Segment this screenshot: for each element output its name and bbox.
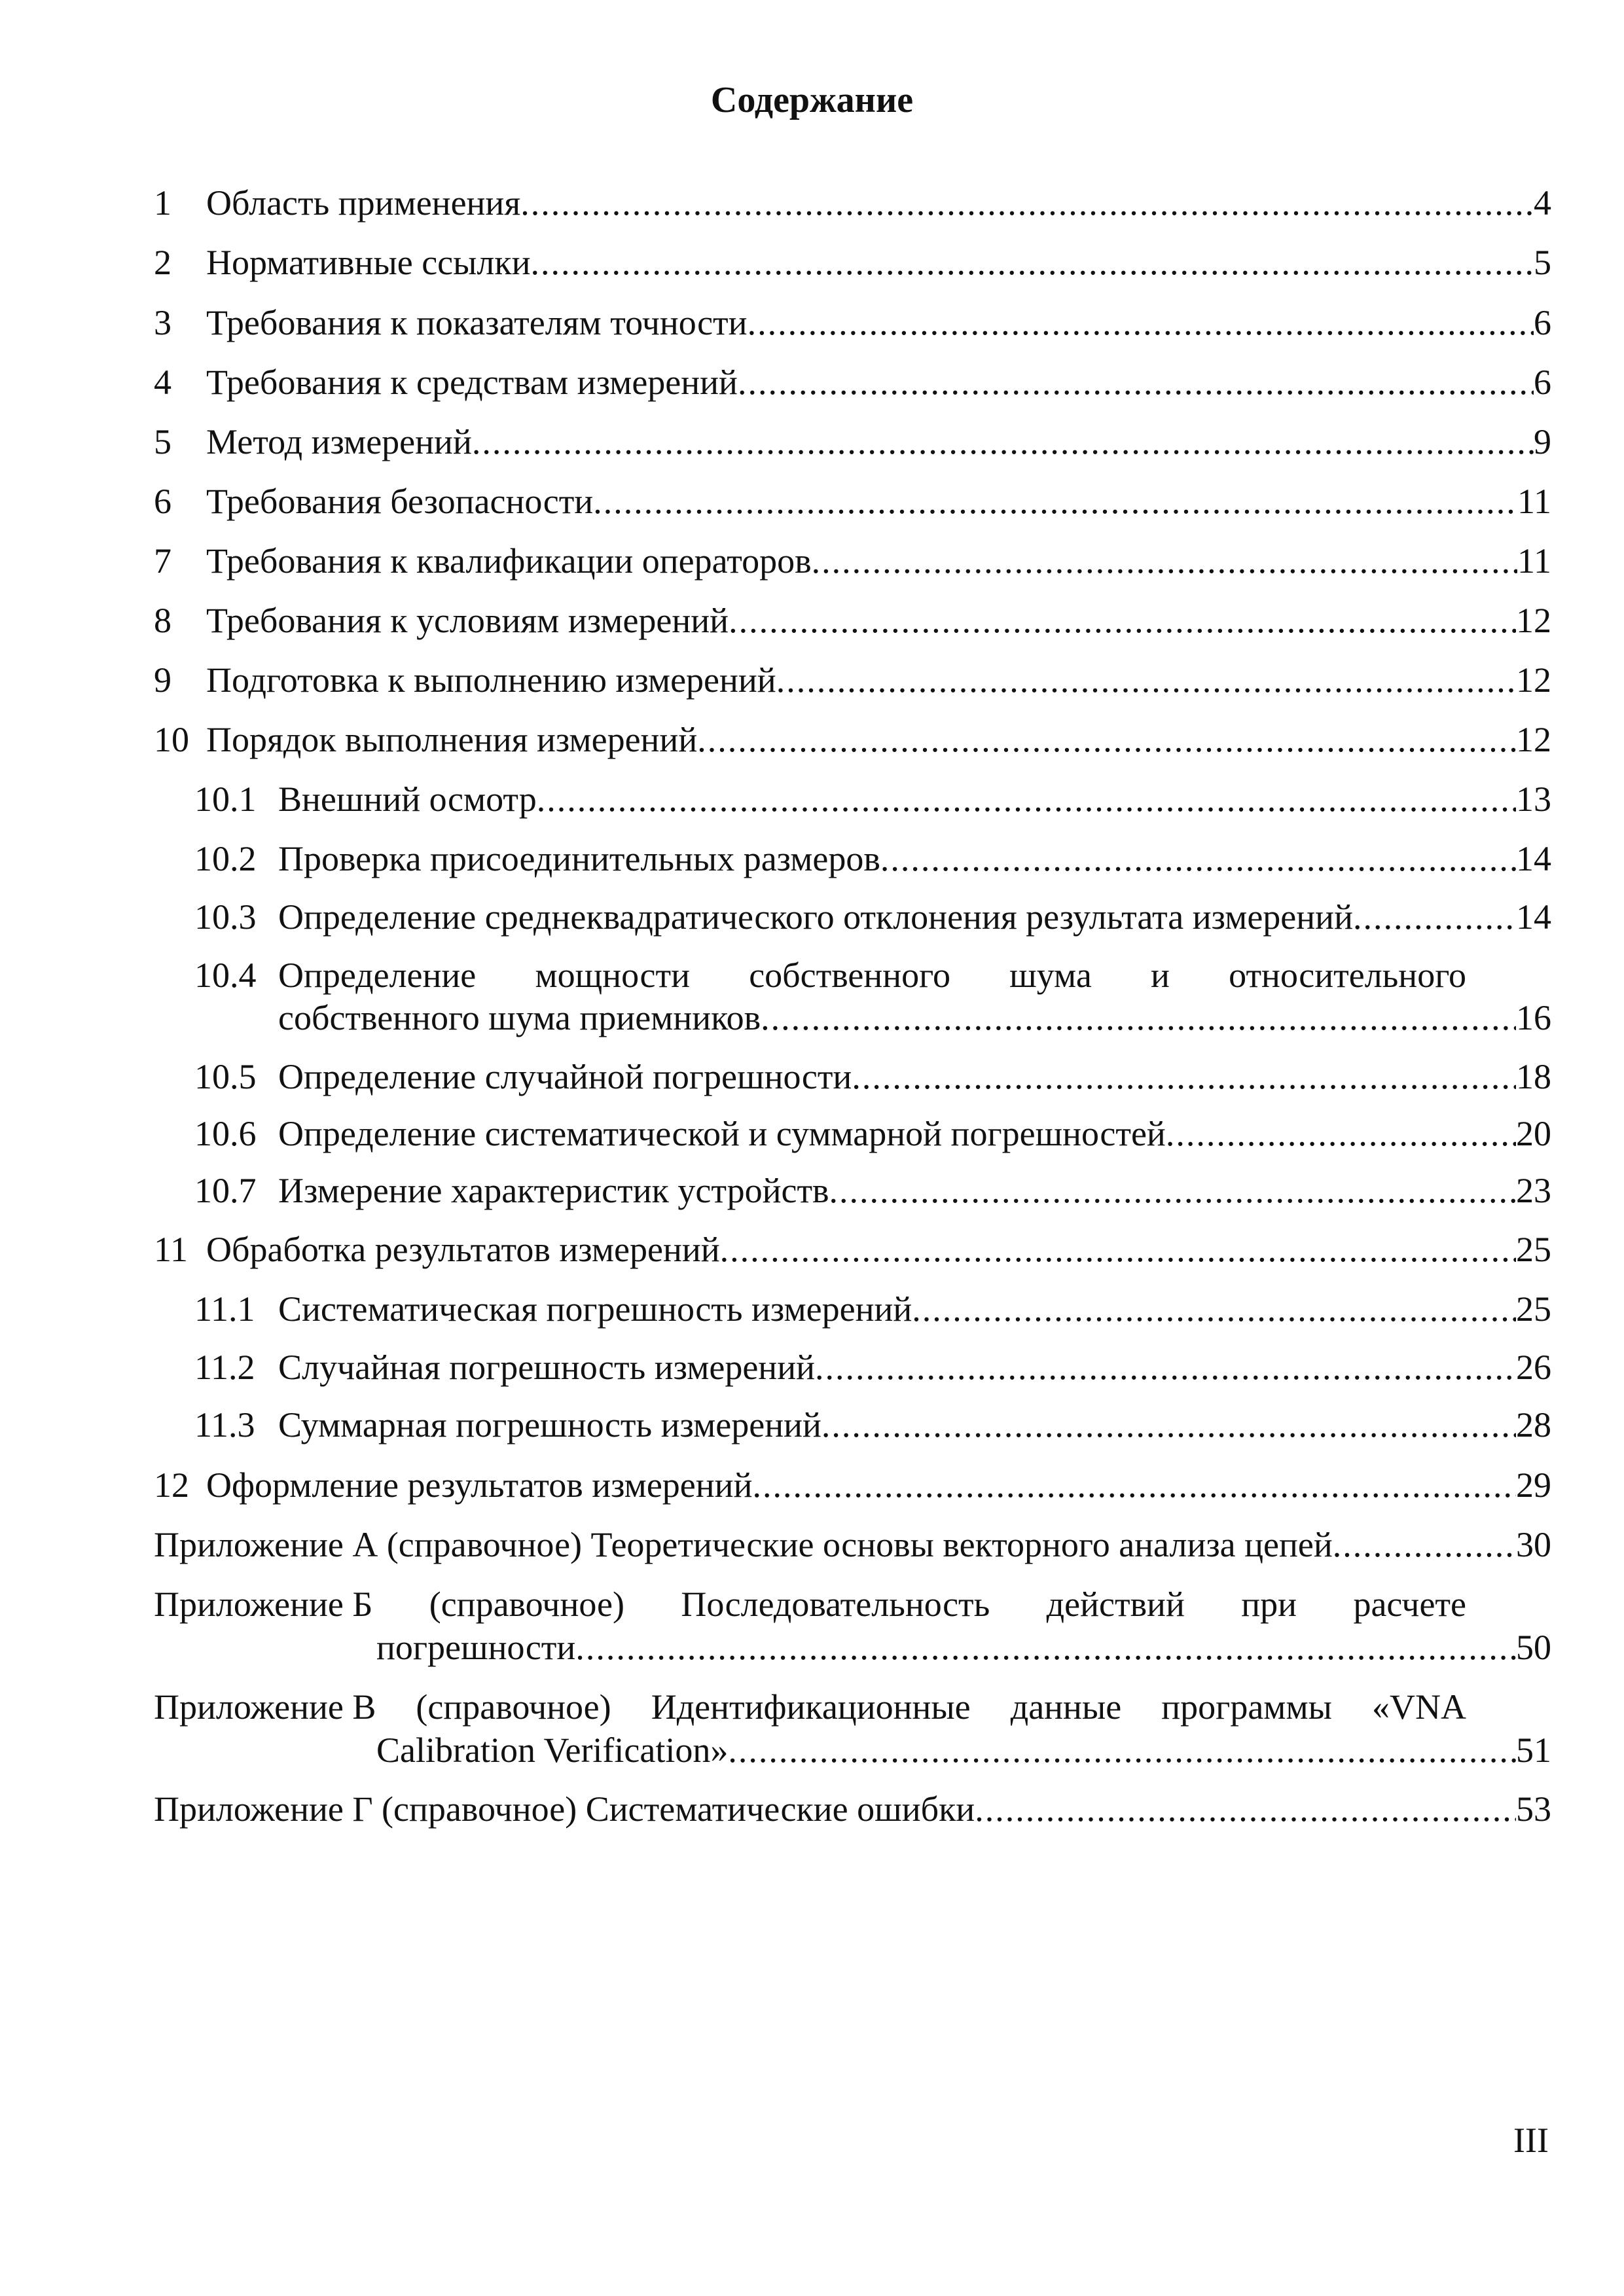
toc-entry-title: Случайная погрешность измерений — [278, 1348, 815, 1387]
toc-entry-title: Проверка присоединительных размеров — [278, 839, 880, 878]
toc-entry-page: 13 — [1516, 780, 1551, 819]
toc-entry-title: Внешний осмотр — [278, 780, 537, 819]
toc-entry-page: 28 — [1516, 1405, 1551, 1444]
toc-entry-number: 11 — [154, 1230, 188, 1269]
toc-entry-page: 16 — [1516, 998, 1551, 1037]
dot-leader — [812, 538, 1517, 584]
toc-entry-number: 12 — [154, 1465, 189, 1505]
toc-entry-page: 29 — [1516, 1465, 1551, 1505]
toc-entry-title: собственного шума приемников — [278, 998, 761, 1037]
dot-leader — [829, 1168, 1516, 1213]
dot-leader — [531, 240, 1534, 285]
dot-leader — [1166, 1111, 1516, 1157]
toc-entry-page: 4 — [1534, 183, 1551, 223]
dot-leader — [821, 1402, 1516, 1448]
toc-entry-page: 11 — [1517, 541, 1551, 581]
toc-entry-title: Требования к средствам измерений — [206, 363, 738, 402]
toc-entry-title-line1: Приложение Б (справочное) Последовательность действий при расчете — [154, 1585, 1466, 1624]
toc-entry-number: 7 — [154, 541, 171, 581]
toc-entry-title: Приложение Г (справочное) Систематические ошибки — [154, 1789, 975, 1829]
toc-entry-title: Требования к условиям измерений — [206, 601, 729, 640]
toc-entry-number: 6 — [154, 482, 171, 521]
dot-leader — [537, 776, 1516, 822]
dot-leader — [738, 359, 1534, 405]
toc-entry-page: 20 — [1516, 1114, 1551, 1153]
toc-entry-page: 12 — [1516, 720, 1551, 759]
toc-entry-title: Определение среднеквадратического отклонения результата измерений — [278, 897, 1353, 937]
toc-entry-page: 14 — [1516, 897, 1551, 937]
toc-entry-title: Требования безопасности — [206, 482, 594, 521]
toc-entry-page: 25 — [1516, 1289, 1551, 1329]
toc-entry-title: Систематическая погрешность измерений — [278, 1289, 912, 1329]
toc-entry-number: 3 — [154, 303, 171, 342]
toc-entry-title: Требования к показателям точности — [206, 303, 748, 342]
toc-entry-page: 30 — [1516, 1525, 1551, 1564]
toc-entry-title: Измерение характеристик устройств — [278, 1171, 829, 1210]
toc-entry-title-line1: Приложение В (справочное) Идентификационные данные программы «VNA — [154, 1687, 1466, 1727]
toc-entry-title: Приложение А (справочное) Теоретические основы векторного анализа цепей — [154, 1525, 1333, 1564]
dot-leader — [729, 598, 1516, 643]
toc-entry-page: 53 — [1516, 1789, 1551, 1829]
dot-leader — [720, 1227, 1516, 1272]
dot-leader — [752, 1462, 1516, 1508]
toc-entry-title: Порядок выполнения измерений — [206, 720, 698, 759]
toc-entry-page: 5 — [1534, 243, 1551, 282]
dot-leader — [776, 657, 1516, 703]
toc-entry-page: 6 — [1534, 303, 1551, 342]
toc-entry-title: Метод измерений — [206, 422, 472, 461]
dot-leader — [880, 836, 1516, 882]
toc-entry-page: 50 — [1516, 1628, 1551, 1667]
toc-entry-page: 51 — [1516, 1731, 1551, 1770]
toc-entry-number: 8 — [154, 601, 171, 640]
toc-entry-title: Требования к квалификации операторов — [206, 541, 812, 581]
toc-entry-page: 26 — [1516, 1348, 1551, 1387]
toc-entry-number: 10.7 — [194, 1171, 257, 1210]
toc-entry-number: 4 — [154, 363, 171, 402]
dot-leader — [728, 1727, 1516, 1773]
toc-entry-number: 10.5 — [194, 1057, 257, 1096]
page-title: Содержание — [710, 80, 914, 120]
toc-entry-page: 18 — [1516, 1057, 1551, 1096]
dot-leader — [1333, 1522, 1516, 1568]
dot-leader — [472, 419, 1534, 465]
toc-entry-number: 1 — [154, 183, 171, 223]
toc-entry-title: Обработка результатов измерений — [206, 1230, 720, 1269]
dot-leader — [761, 995, 1516, 1041]
toc-entry-title: Область применения — [206, 183, 521, 223]
toc-entry-page: 12 — [1516, 601, 1551, 640]
dot-leader — [852, 1054, 1516, 1100]
toc-entry-title: погрешности — [376, 1628, 576, 1667]
dot-leader — [748, 300, 1534, 346]
toc-entry-number: 10.6 — [194, 1114, 257, 1153]
toc-entry-title: Определение систематической и суммарной погрешностей — [278, 1114, 1166, 1153]
dot-leader — [1353, 894, 1516, 940]
toc-entry-page: 6 — [1534, 363, 1551, 402]
dot-leader — [520, 180, 1534, 226]
toc-entry-title: Calibration Verification» — [376, 1731, 729, 1770]
dot-leader — [575, 1624, 1516, 1670]
toc-entry-title: Подготовка к выполнению измерений — [206, 660, 776, 700]
toc-entry-title: Определение случайной погрешности — [278, 1057, 852, 1096]
toc-entry-page: 12 — [1516, 660, 1551, 700]
toc-entry-number: 9 — [154, 660, 171, 700]
toc-entry-number: 2 — [154, 243, 171, 282]
toc-entry-number: 11.2 — [194, 1348, 255, 1387]
page-number: III — [1513, 2121, 1549, 2160]
toc-entry-title: Оформление результатов измерений — [206, 1465, 753, 1505]
dot-leader — [815, 1344, 1516, 1390]
toc-entry-number: 11.3 — [194, 1405, 255, 1444]
dot-leader — [975, 1786, 1516, 1832]
toc-entry-page: 11 — [1517, 482, 1551, 521]
toc-entry-number: 10.1 — [194, 780, 257, 819]
toc-entry-number: 11.1 — [194, 1289, 255, 1329]
toc-entry-page: 23 — [1516, 1171, 1551, 1210]
toc-entry-page: 14 — [1516, 839, 1551, 878]
toc-entry-number: 5 — [154, 422, 171, 461]
toc-entry-number: 10.3 — [194, 897, 257, 937]
toc-entry-title-line1: Определение мощности собственного шума и относительного — [278, 956, 1466, 995]
toc-entry-number: 10 — [154, 720, 189, 759]
dot-leader — [593, 478, 1517, 524]
dot-leader — [912, 1286, 1516, 1332]
toc-entry-number: 10.4 — [194, 956, 257, 995]
toc-entry-title: Суммарная погрешность измерений — [278, 1405, 821, 1444]
toc-entry-page: 25 — [1516, 1230, 1551, 1269]
toc-entry-number: 10.2 — [194, 839, 257, 878]
toc-entry-page: 9 — [1534, 422, 1551, 461]
dot-leader — [697, 717, 1516, 762]
toc-entry-title: Нормативные ссылки — [206, 243, 531, 282]
